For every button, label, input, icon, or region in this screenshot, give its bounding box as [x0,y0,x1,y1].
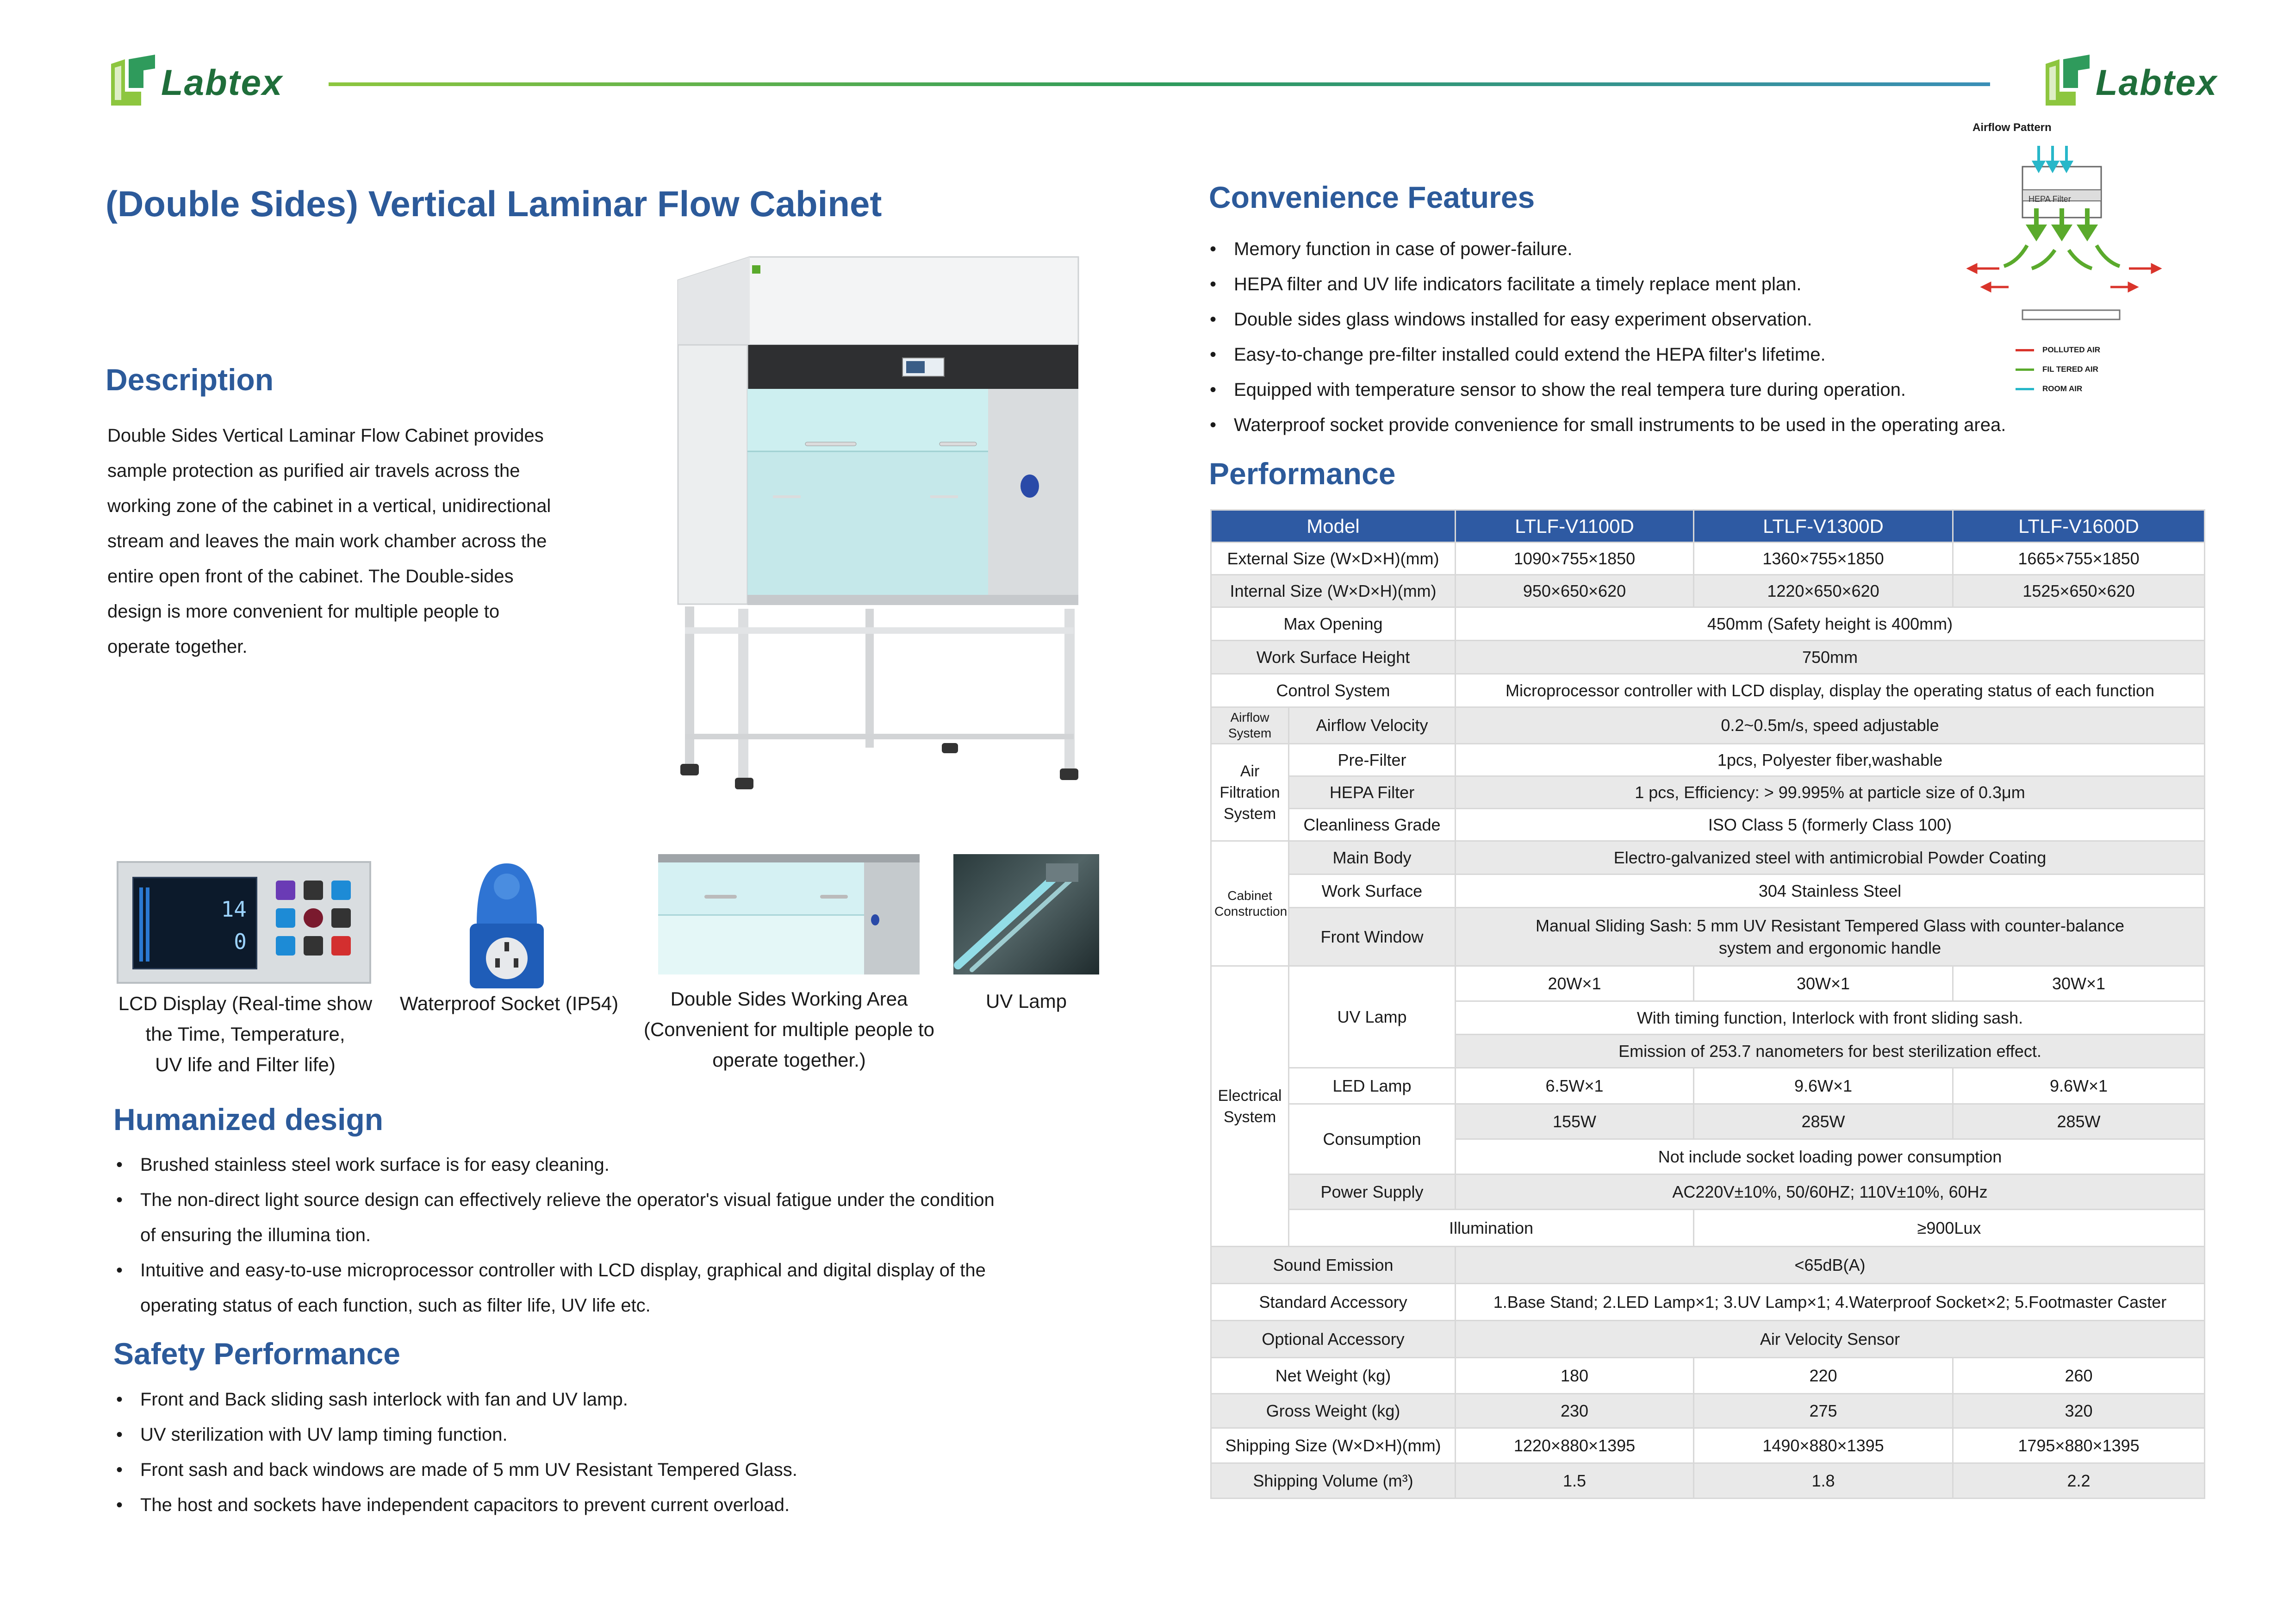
safety-item: • The host and sockets have independent capacitors to prevent current overload. [113,1487,1132,1523]
caption-line: LCD Display (Real-time show [118,993,373,1014]
brand-logo-left [106,55,283,110]
legend-item: FIL TERED AIR [2016,360,2100,379]
table-row: Consumption 155W 285W 285W [1211,1104,2205,1139]
airflow-title: Airflow Pattern [1972,121,2052,134]
performance-heading: Performance [1209,456,1396,491]
filtered-air-swatch [2016,369,2034,371]
table-row: Emission of 253.7 nanometers for best sterilization effect. [1211,1035,2205,1068]
col-header: Model [1211,510,1456,543]
description-text [107,418,640,664]
caption-line: (Convenient for multiple people to [643,1018,935,1040]
page-title: (Double Sides) Vertical Laminar Flow Cabinet [106,183,882,224]
group-label: Cabinet Construction [1211,841,1289,966]
table-row: Not include socket loading power consumption [1211,1139,2205,1174]
group-label: Airflow System [1211,707,1289,744]
description-line: entire open front of the cabinet. The Double-sides [107,566,514,587]
airflow-diagram [1962,139,2184,333]
table-row: Optional Accessory Air Velocity Sensor [1211,1321,2205,1358]
header-divider [329,82,1990,86]
light-icon [276,881,295,900]
brand-name: Labtex [161,62,283,103]
table-row: Internal Size (W×D×H)(mm) 950×650×620 1220×650×620 1525×650×620 [1211,575,2205,607]
convenience-list [1207,231,2086,443]
humanized-item: • The non-direct light source design can effectively relieve the operator's visual fatigue under the condition of ensuring the illumina tion. [113,1182,1132,1253]
safety-item: • UV sterilization with UV lamp timing function. [113,1417,1132,1452]
table-row: Front Window Manual Sliding Sash: 5 mm UV Resistant Tempered Glass with counter-balance system and ergonomic handle [1211,908,2205,966]
description-line: Double Sides Vertical Laminar Flow Cabinet provides [107,425,544,446]
group-label: Air Filtration System [1211,744,1289,841]
col-header: LTLF-V1100D [1456,510,1694,543]
uv-lamp-image [953,854,1099,974]
convenience-heading: Convenience Features [1209,180,1535,214]
table-header-row [1211,510,2205,543]
table-row: Work Surface 304 Stainless Steel [1211,874,2205,908]
description-line: stream and leaves the main work chamber across the [107,531,547,551]
lcd-digits-temp: 14 [221,897,247,922]
table-row: Electrical System UV Lamp 20W×1 30W×1 30W×1 [1211,966,2205,1001]
table-row: Cleanliness Grade ISO Class 5 (formerly Class 100) [1211,809,2205,841]
labtex-logo-icon [2041,55,2092,110]
table-row: With timing function, Interlock with front sliding sash. [1211,1001,2205,1035]
table-row: Max Opening 450mm (Safety height is 400mm) [1211,607,2205,641]
table-row: Airflow System Airflow Velocity 0.2~0.5m/s, speed adjustable [1211,707,2205,744]
table-row: Shipping Volume (m³) 1.5 1.8 2.2 [1211,1463,2205,1499]
table-row: Cabinet Construction Main Body Electro-galvanized steel with antimicrobial Powder Coating [1211,841,2205,874]
waterproof-socket-image [460,854,553,993]
up-icon [304,936,323,956]
brand-name: Labtex [2096,62,2218,103]
caption-line: UV Lamp [985,990,1067,1012]
airflow-legend [2016,340,2100,399]
table-row: Shipping Size (W×D×H)(mm) 1220×880×1395 1490×880×1395 1795×880×1395 [1211,1428,2205,1463]
down-icon [276,908,295,928]
description-heading: Description [106,362,274,397]
table-row: Air Filtration System Pre-Filter 1pcs, Polyester fiber,washable [1211,744,2205,776]
safety-item: • Front sash and back windows are made of 5 mm UV Resistant Tempered Glass. [113,1452,1132,1487]
legend-item: ROOM AIR [2016,379,2100,399]
table-row: Illumination ≥900Lux [1211,1210,2205,1247]
convenience-item: • Easy-to-change pre-filter installed could extend the HEPA filter's lifetime. [1207,337,2086,372]
fan-icon [304,881,323,900]
working-area-image [658,854,920,974]
gear-icon [331,908,351,928]
safety-heading: Safety Performance [113,1337,400,1371]
convenience-item: • Double sides glass windows installed for easy experiment observation. [1207,302,2086,337]
lcd-display-image [117,861,371,984]
description-line: working zone of the cabinet in a vertical, unidirectional [107,496,551,516]
caption-line: Waterproof Socket (IP54) [399,993,619,1014]
cabinet-illustration [653,252,1115,789]
caption-line: UV life and Filter life) [155,1054,336,1075]
ok-icon [304,908,323,928]
table-row: Sound Emission <65dB(A) [1211,1247,2205,1284]
lcd-screen [132,877,257,969]
table-row: LED Lamp 6.5W×1 9.6W×1 9.6W×1 [1211,1068,2205,1104]
table-row: Work Surface Height 750mm [1211,641,2205,674]
polluted-air-swatch [2016,349,2034,351]
safety-item: • Front and Back sliding sash interlock with fan and UV lamp. [113,1382,1132,1417]
uv-lamp-caption [953,986,1099,1017]
legend-item: POLLUTED AIR [2016,340,2100,360]
group-label: Electrical System [1211,966,1289,1247]
humanized-item: • Intuitive and easy-to-use microprocessor controller with LCD display, graphical and digital display of the operating status of each function, such as filter life, UV life etc. [113,1253,1132,1323]
humanized-item: • Brushed stainless steel work surface is for easy cleaning. [113,1147,1132,1182]
table-row: Net Weight (kg) 180 220 260 [1211,1358,2205,1394]
lcd-buttons [276,881,351,956]
brand-logo-right [2041,55,2217,110]
safety-list [113,1382,1132,1523]
labtex-logo-icon [106,55,157,110]
convenience-item: • Memory function in case of power-failure. [1207,231,2086,267]
humanized-list [113,1147,1132,1323]
performance-table [1210,509,2205,1499]
table-row: Standard Accessory 1.Base Stand; 2.LED Lamp×1; 3.UV Lamp×1; 4.Waterproof Socket×2; 5.Footmaster Caster [1211,1284,2205,1321]
caption-line: Double Sides Working Area [670,988,908,1010]
caption-line: operate together.) [712,1049,866,1071]
col-header: LTLF-V1300D [1694,510,1953,543]
room-air-swatch [2016,388,2034,390]
convenience-item: • Waterproof socket provide convenience for small instruments to be used in the operating area. [1207,407,2086,443]
power-icon [331,936,351,956]
convenience-item: • HEPA filter and UV life indicators facilitate a timely replace ment plan. [1207,267,2086,302]
socket-icon [276,936,295,956]
description-line: operate together. [107,637,248,657]
table-row: External Size (W×D×H)(mm) 1090×755×1850 1360×755×1850 1665×755×1850 [1211,543,2205,575]
table-row: Power Supply AC220V±10%, 50/60HZ; 110V±10%, 60Hz [1211,1174,2205,1210]
airflow-filter-label: HEPA Filter [2028,194,2071,204]
lcd-display-caption [106,988,384,1080]
table-row: HEPA Filter 1 pcs, Efficiency: > 99.995% at particle size of 0.3μm [1211,776,2205,809]
lcd-digits-time: 0 [234,929,247,954]
col-header: LTLF-V1600D [1953,510,2205,543]
description-line: sample protection as purified air travels across the [107,461,520,481]
convenience-item: • Equipped with temperature sensor to show the real tempera ture during operation. [1207,372,2086,407]
table-row: Gross Weight (kg) 230 275 320 [1211,1394,2205,1428]
performance-table-wrap [1210,509,2205,1499]
uv-icon [331,881,351,900]
description-line: design is more convenient for multiple people to [107,601,500,622]
humanized-heading: Humanized design [113,1102,384,1137]
caption-line: the Time, Temperature, [145,1023,345,1045]
table-row: Control System Microprocessor controller with LCD display, display the operating status of each function [1211,674,2205,707]
working-area-caption [632,984,946,1075]
socket-caption [389,988,629,1019]
